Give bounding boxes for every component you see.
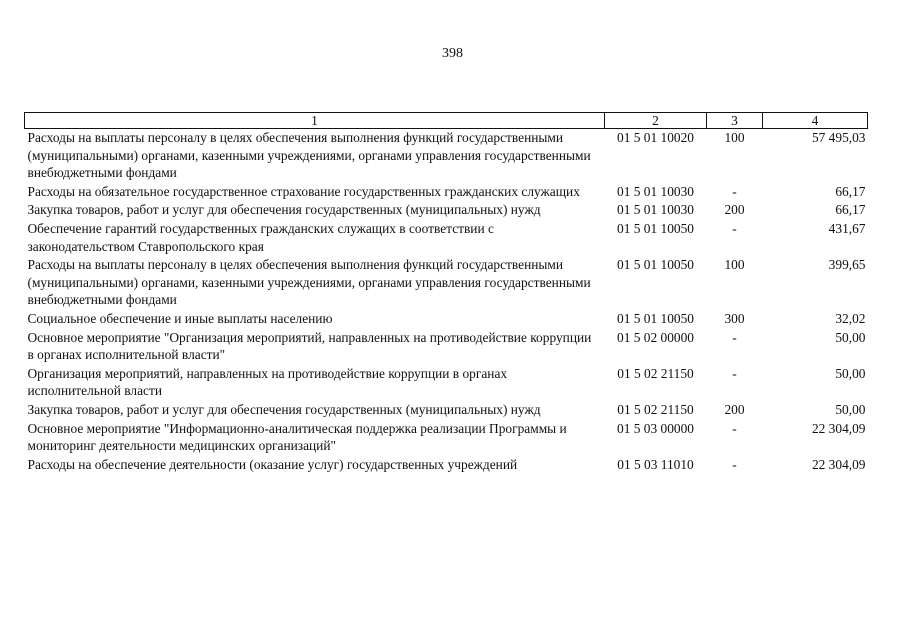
table-row <box>25 329 868 365</box>
expense-type-cell: - <box>732 365 737 381</box>
amount-cell: 32,02 <box>835 310 866 326</box>
amount-cell: 66,17 <box>835 183 866 199</box>
expense-name-cell: Основное мероприятие "Информационно-аналитическая поддержка реализации Программы и мониторинг деятельности медицинских организаций" <box>27 420 567 454</box>
page-number: 398 <box>442 46 463 61</box>
expense-type-cell: 200 <box>724 202 745 218</box>
table-row <box>25 256 868 310</box>
table-row <box>25 310 868 329</box>
expense-name-cell: Организация мероприятий, направленных на противодействие коррупции в органах исполнительной власти <box>27 365 508 399</box>
expense-type-cell: - <box>732 220 737 236</box>
table-row <box>25 201 868 220</box>
budget-code-cell: 01 5 02 21150 <box>617 401 694 417</box>
expense-name-cell: Расходы на обязательное государственное страхование государственных гражданских служащих <box>27 183 580 199</box>
expense-name-cell: Расходы на обеспечение деятельности (оказание услуг) государственных учреждений <box>27 456 518 472</box>
expense-name-cell: Обеспечение гарантий государственных гражданских служащих в соответствии с законодательством Ставропольского края <box>27 220 494 254</box>
amount-cell: 431,67 <box>828 220 866 236</box>
table-row <box>25 456 868 475</box>
expense-name-cell: Основное мероприятие "Организация мероприятий, направленных на противодействие коррупции в органах исполнительной власти" <box>27 329 592 363</box>
budget-code-cell: 01 5 01 10050 <box>617 257 694 273</box>
amount-cell: 50,00 <box>835 401 866 417</box>
amount-cell: 57 495,03 <box>811 130 866 145</box>
expense-name-cell: Закупка товаров, работ и услуг для обеспечения государственных (муниципальных) нужд <box>27 202 541 218</box>
budget-code-cell: 01 5 01 10050 <box>617 220 694 236</box>
table-row <box>25 420 868 456</box>
expense-name-cell: Социальное обеспечение и иные выплаты населению <box>27 310 333 326</box>
table-row <box>25 220 868 256</box>
expense-name-cell: Закупка товаров, работ и услуг для обеспечения государственных (муниципальных) нужд <box>27 401 541 417</box>
budget-code-cell: 01 5 03 11010 <box>617 456 694 472</box>
expense-type-cell: - <box>732 420 737 436</box>
budget-code-cell: 01 5 01 10020 <box>617 130 694 145</box>
amount-cell: 66,17 <box>835 202 866 218</box>
header-col-4: 4 <box>763 113 868 129</box>
expense-type-cell: - <box>732 329 737 345</box>
table-row <box>25 183 868 202</box>
budget-code-cell: 01 5 02 21150 <box>617 365 694 381</box>
budget-code-cell: 01 5 01 10030 <box>617 183 694 199</box>
header-col-3: 3 <box>707 113 763 129</box>
table-row <box>25 365 868 401</box>
amount-cell: 50,00 <box>835 329 866 345</box>
header-col-2: 2 <box>605 113 707 129</box>
budget-table <box>24 112 868 474</box>
expense-type-cell: 100 <box>724 130 745 145</box>
expense-type-cell: - <box>732 456 737 472</box>
budget-code-cell: 01 5 01 10050 <box>617 310 694 326</box>
amount-cell: 22 304,09 <box>811 420 866 436</box>
expense-name-cell: Расходы на выплаты персоналу в целях обеспечения выполнения функций государственными (муниципальными) органами, казенными учреждениями, органами управления государственными внебюджетными фондами <box>27 257 591 308</box>
amount-cell: 22 304,09 <box>811 456 866 472</box>
budget-code-cell: 01 5 03 00000 <box>617 420 694 436</box>
table-row <box>25 129 868 183</box>
expense-type-cell: 100 <box>724 257 745 273</box>
header-col-1: 1 <box>25 113 605 129</box>
amount-cell: 399,65 <box>828 257 866 273</box>
expense-type-cell: 300 <box>724 310 745 326</box>
table-header-row <box>25 113 868 129</box>
expense-type-cell: 200 <box>724 401 745 417</box>
amount-cell: 50,00 <box>835 365 866 381</box>
budget-code-cell: 01 5 02 00000 <box>617 329 694 345</box>
expense-type-cell: - <box>732 183 737 199</box>
budget-code-cell: 01 5 01 10030 <box>617 202 694 218</box>
expense-name-cell: Расходы на выплаты персоналу в целях обеспечения выполнения функций государственными (муниципальными) органами, казенными учреждениями, органами управления государственными внебюджетными фондами <box>27 130 591 181</box>
table-row <box>25 401 868 420</box>
